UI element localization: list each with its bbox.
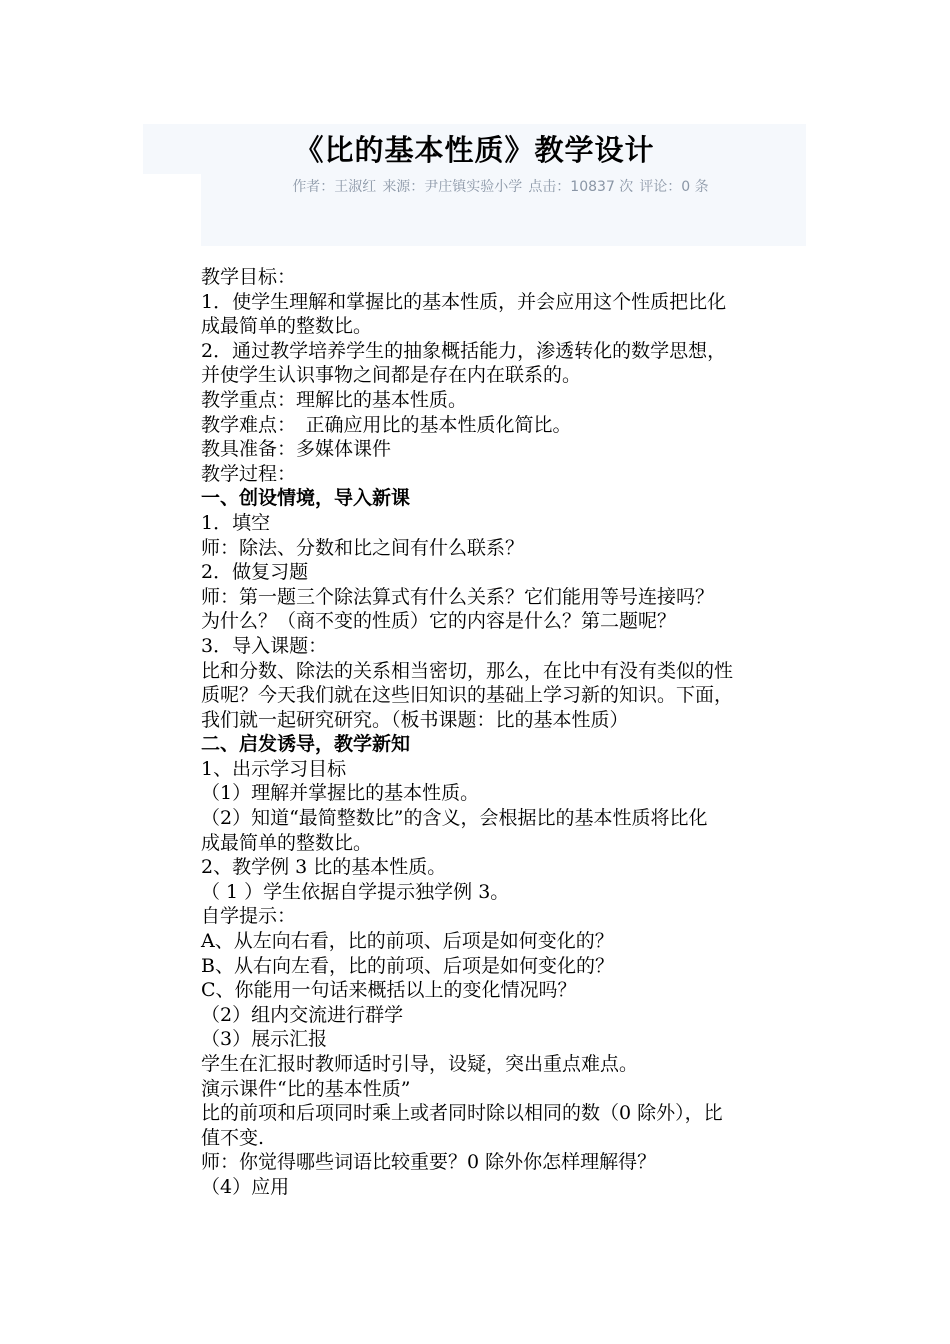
text-line: 教学目标： [201,266,297,288]
text-line: 为什么？（商不变的性质）它的内容是什么？第二题呢？ [201,610,677,633]
text-line: 演示课件“比的基本性质” [201,1077,411,1100]
text-line: 比的前项和后项同时乘上或者同时除以相同的数（0 除外），比 [201,1102,723,1125]
text-line: （ 1 ）学生依据自学提示独学例 3。 [201,880,510,903]
text-line: C、你能用一句话来概括以上的变化情况吗？ [201,979,577,1002]
text-line: 1．填空 [201,511,271,534]
text-line: （4）应用 [201,1175,290,1198]
text-line: 并使学生认识事物之间都是存在内在联系的。 [201,364,582,387]
text-line: 比和分数、除法的关系相当密切，那么，在比中有没有类似的性 [201,659,734,682]
text-line: 值不变. [201,1126,265,1149]
document-body [201,265,816,1200]
text-line: 质呢？今天我们就在这些旧知识的基础上学习新的知识。下面， [201,684,734,707]
text-line: 自学提示： [201,905,297,928]
text-line: B、从右向左看，比的前项、后项是如何变化的？ [201,954,614,977]
text-line: （1）理解并掌握比的基本性质。 [201,782,480,805]
text-line: 教学难点： 正确应用比的基本性质化简比。 [201,413,572,436]
meta-source: 来源：尹庄镇实验小学 [382,179,523,195]
text-line: 教具准备：多媒体课件 [201,438,392,461]
text-line: 成最简单的整数比。 [201,831,373,854]
text-line: 学生在汇报时教师适时引导，设疑，突出重点难点。 [201,1053,639,1075]
text-line: 教学过程： [201,462,297,485]
text-line: 我们就一起研究研究。（板书课题：比的基本性质） [201,708,629,731]
meta-clicks: 点击：10837 次 [528,179,634,195]
text-line: 教学重点：理解比的基本性质。 [201,388,468,411]
text-line: 2．通过教学培养学生的抽象概括能力，渗透转化的数学思想， [201,339,727,362]
text-line: 2、教学例 3 比的基本性质。 [201,856,447,879]
text-line: （2）组内交流进行群学 [201,1003,404,1026]
meta-author: 作者：王淑红 [292,179,377,195]
text-line: 3．导入课题： [201,634,328,657]
text-line: （3）展示汇报 [201,1028,328,1051]
text-line: A、从左向右看，比的前项、后项是如何变化的？ [201,930,614,953]
meta-comments: 评论：0 条 [639,179,709,195]
text-line: 1、出示学习目标 [201,757,347,780]
text-line: 2．做复习题 [201,561,309,584]
text-line: 师：除法、分数和比之间有什么联系？ [201,536,525,559]
section-heading: 一、创设情境，导入新课 [201,487,411,510]
text-line: 1．使学生理解和掌握比的基本性质，并会应用这个性质把比化 [201,290,727,313]
text-line: 师：你觉得哪些词语比较重要？0 除外你怎样理解得？ [201,1151,657,1174]
text-line: 师：第一题三个除法算式有什么关系？它们能用等号连接吗？ [201,585,715,608]
page-title: 《比的基本性质》教学设计 [294,133,655,167]
text-line: （2）知道“最简整数比”的含义，会根据比的基本性质将比化 [201,807,708,830]
text-line: 成最简单的整数比。 [201,315,373,338]
article-meta [201,176,806,198]
section-heading: 二、启发诱导，教学新知 [201,733,411,756]
